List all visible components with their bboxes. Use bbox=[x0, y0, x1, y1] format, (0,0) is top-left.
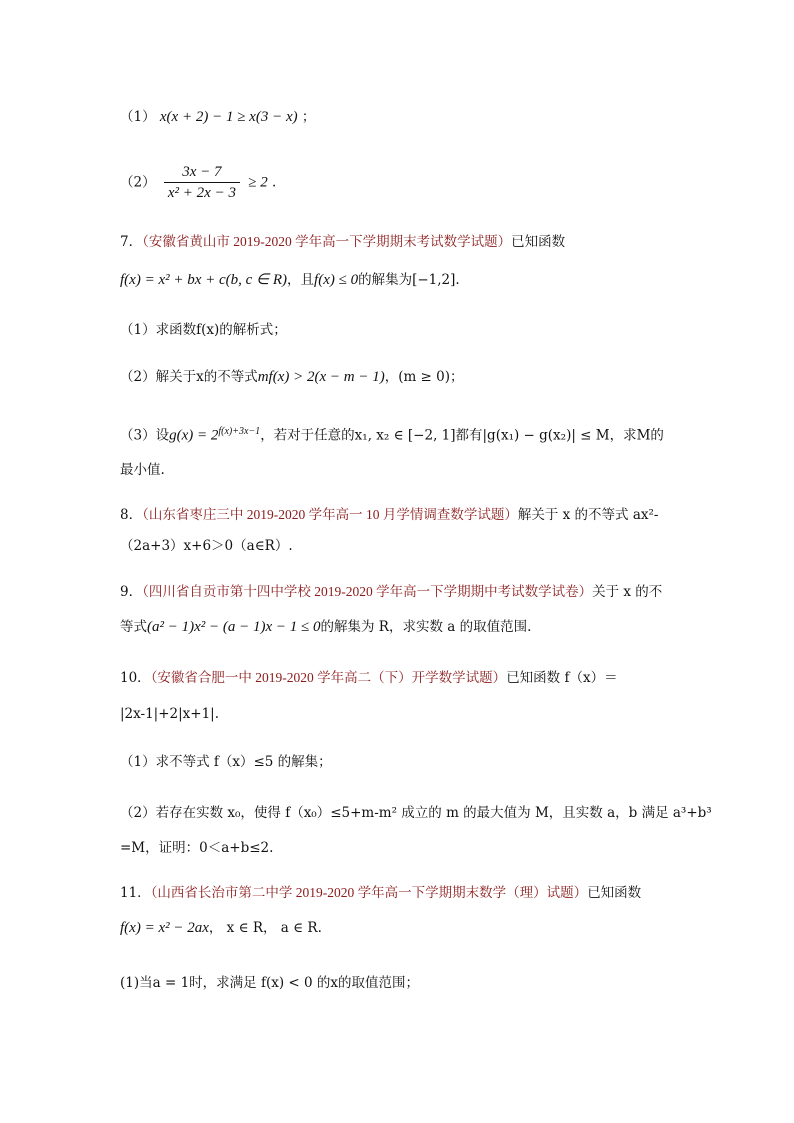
problem-text: 的解集为 R，求实数 a 的取值范围. bbox=[320, 619, 532, 635]
problem-10-header bbox=[120, 668, 618, 688]
problem-text: 已知函数 bbox=[587, 885, 642, 901]
problem-text: 关于 x 的不 bbox=[592, 584, 663, 600]
part-label: （2） bbox=[120, 174, 156, 191]
problem-10-line-2: |2x-1|+2|x+1|. bbox=[120, 706, 220, 722]
problem-text: ， x ∈ R， a ∈ R. bbox=[208, 920, 322, 936]
inequality-math: (a² − 1)x² − (a − 1)x − 1 ≤ 0 bbox=[147, 619, 321, 635]
problem-source: （安徽省黄山市 2019-2020 学年高一下学期期末考试数学试题） bbox=[142, 234, 512, 249]
problem-8-line-2: （2a+3）x+6＞0（a∈R）. bbox=[120, 538, 293, 554]
function-definition: g(x) = 2 bbox=[169, 427, 219, 444]
problem-9-line-2 bbox=[120, 617, 531, 637]
inequality-math: x(x + 2) − 1 ≥ x(3 − x) bbox=[159, 109, 298, 125]
inequality-math: mf(x) > 2(x − m − 1) bbox=[257, 369, 385, 385]
inequality-math: f(x) ≤ 0 bbox=[314, 272, 359, 288]
problem-7-line-2 bbox=[120, 270, 460, 290]
problem-text: ，且 bbox=[287, 272, 315, 288]
problem-number: 11． bbox=[120, 885, 151, 901]
problem-8-header bbox=[120, 505, 658, 525]
problem-number: 7． bbox=[120, 234, 143, 250]
problem-text: 已知函数 f（x）＝ bbox=[506, 670, 618, 686]
problem-7-part-2 bbox=[120, 367, 464, 387]
problem-number: 8． bbox=[120, 507, 143, 523]
problem-6-part-1 bbox=[120, 107, 315, 127]
problem-7-part-3-cont: 最小值. bbox=[120, 462, 165, 478]
problem-10-part-1: （1）求不等式 f（x）≤5 的解集； bbox=[120, 754, 332, 770]
problem-text: ，若对于任意的x₁, x₂ ∈ [−2, 1]都有|g(x₁) − g(x₂)| ≤ M，求M的 bbox=[260, 427, 664, 444]
problem-text: ，(m ≥ 0)； bbox=[384, 369, 464, 385]
function-definition: f(x) = x² − 2ax bbox=[120, 920, 209, 936]
problem-source: （山西省长治市第二中学 2019-2020 学年高一下学期期末数学（理）试题） bbox=[150, 885, 588, 900]
punctuation: . bbox=[272, 174, 277, 191]
problem-text: 的解集为[−1,2]. bbox=[358, 272, 460, 288]
problem-text: （2）解关于x的不等式 bbox=[120, 369, 258, 385]
problem-7-part-3 bbox=[120, 422, 664, 446]
problem-text: 已知函数 bbox=[511, 234, 566, 250]
fraction-numerator: 3x − 7 bbox=[164, 162, 240, 183]
problem-9-header bbox=[120, 582, 662, 602]
problem-10-part-2-cont: =M，证明：0＜a+b≤2. bbox=[120, 840, 274, 856]
problem-7-header bbox=[120, 232, 565, 252]
problem-text: 解关于 x 的不等式 ax²- bbox=[517, 507, 659, 523]
problem-11-header bbox=[120, 883, 641, 903]
problem-source: （安徽省合肥一中 2019-2020 学年高二（下）开学数学试题） bbox=[150, 670, 507, 685]
part-label: （1） bbox=[120, 109, 156, 125]
problem-11-line-2 bbox=[120, 918, 322, 938]
function-definition: f(x) = x² + bx + c(b, c ∈ R) bbox=[120, 272, 288, 288]
problem-number: 10． bbox=[120, 670, 151, 686]
exponent: f(x)+3x−1 bbox=[218, 426, 261, 437]
fraction-denominator: x² + 2x − 3 bbox=[167, 185, 236, 201]
problem-text: 等式 bbox=[120, 619, 147, 635]
inequality-rhs: ≥ 2 bbox=[248, 174, 268, 191]
problem-text: （3）设 bbox=[120, 427, 170, 444]
punctuation: ； bbox=[301, 109, 316, 125]
problem-10-part-2: （2）若存在实数 x₀，使得 f（x₀）≤5+m-m² 成立的 m 的最大值为 M，且实数 a，b 满足 a³+b³ bbox=[120, 805, 712, 821]
problem-6-part-2 bbox=[120, 162, 276, 203]
problem-7-part-1: （1）求函数f(x)的解析式； bbox=[120, 322, 287, 338]
problem-11-part-1: (1)当a = 1时，求满足 f(x) < 0 的x的取值范围； bbox=[120, 975, 419, 991]
problem-number: 9． bbox=[120, 584, 143, 600]
problem-source: （四川省自贡市第十四中学校 2019-2020 学年高一下学期期中考试数学试卷） bbox=[142, 584, 593, 599]
fraction bbox=[164, 162, 240, 203]
problem-source: （山东省枣庄三中 2019-2020 学年高一 10 月学情调查数学试题） bbox=[142, 507, 518, 522]
